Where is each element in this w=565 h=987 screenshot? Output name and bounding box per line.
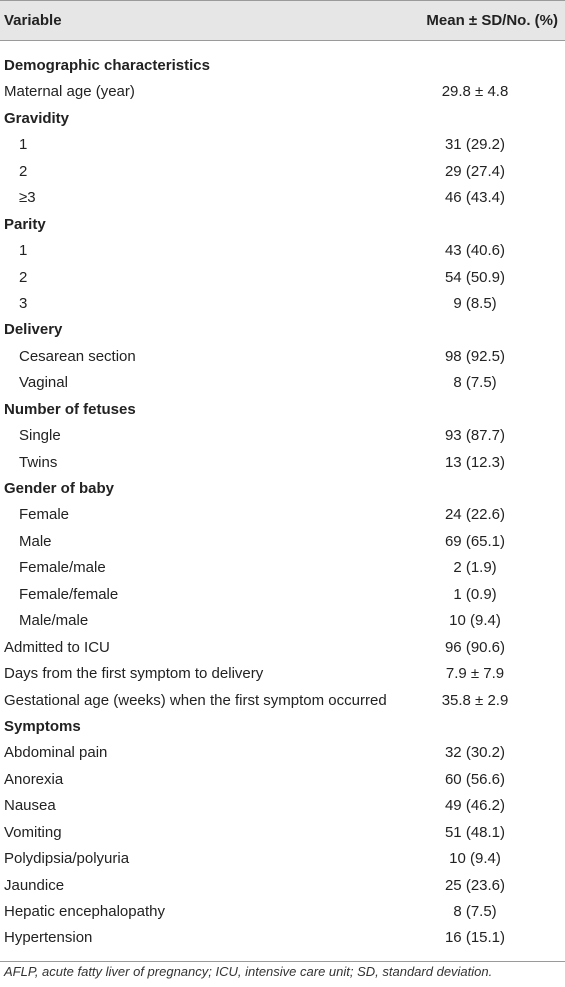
table-row — [0, 450, 565, 476]
row-value: 60 (56.6) — [444, 770, 506, 788]
section-heading: Delivery — [4, 321, 63, 339]
row-label: Abdominal pain — [4, 744, 108, 762]
table-body — [0, 41, 565, 952]
table-row — [0, 79, 565, 105]
table-row — [0, 423, 565, 449]
row-label: Polydipsia/polyuria — [4, 850, 130, 868]
row-value: 31 (29.2) — [444, 136, 506, 154]
table-row — [0, 370, 565, 396]
header-value: Mean ± SD/No. (%) — [426, 12, 558, 29]
table-row — [0, 688, 565, 714]
table-row — [0, 159, 565, 185]
table-row — [0, 291, 565, 317]
section-heading: Gravidity — [4, 109, 70, 127]
table-row — [0, 925, 565, 951]
table-row — [0, 608, 565, 634]
table-row — [0, 846, 565, 872]
table-row — [0, 185, 565, 211]
row-label: 2 — [19, 268, 28, 286]
row-label: Days from the first symptom to delivery — [4, 665, 264, 683]
row-label: 1 — [19, 242, 28, 260]
row-value: 32 (30.2) — [444, 744, 506, 762]
row-value: 24 (22.6) — [444, 506, 506, 524]
row-label: 1 — [19, 136, 28, 154]
section-heading: Demographic characteristics — [4, 57, 210, 74]
row-value: 54 (50.9) — [444, 268, 506, 286]
row-label: Maternal age (year) — [4, 83, 135, 101]
row-label: Female/female — [19, 585, 119, 603]
table-row — [0, 740, 565, 766]
row-label: Male — [19, 532, 52, 550]
row-value: 29.8 ± 4.8 — [441, 83, 509, 101]
row-value: 29 (27.4) — [444, 162, 506, 180]
row-value: 2 (1.9) — [453, 559, 497, 577]
row-label: Male/male — [19, 612, 89, 630]
table-row — [0, 899, 565, 925]
row-value: 98 (92.5) — [444, 347, 506, 365]
row-value: 10 (9.4) — [449, 612, 501, 630]
row-label: Vaginal — [19, 374, 68, 392]
table-row — [0, 238, 565, 264]
table-bottom-rule — [0, 961, 565, 962]
row-value: 8 (7.5) — [453, 374, 497, 392]
row-label: Gestational age (weeks) when the first symptom occurred — [4, 691, 387, 709]
row-value: 96 (90.6) — [444, 638, 506, 656]
section-row — [0, 106, 565, 132]
row-value: 16 (15.1) — [444, 929, 506, 947]
row-label: ≥3 — [19, 189, 36, 207]
row-label: Admitted to ICU — [4, 638, 110, 656]
table-row — [0, 793, 565, 819]
row-value: 13 (12.3) — [444, 453, 506, 471]
row-label: Female — [19, 506, 70, 524]
row-value: 93 (87.7) — [444, 427, 506, 445]
section-heading: Gender of baby — [4, 480, 115, 497]
section-heading: Number of fetuses — [4, 400, 136, 418]
row-value: 10 (9.4) — [449, 850, 501, 868]
section-row — [0, 714, 565, 740]
row-label: Jaundice — [4, 876, 65, 894]
row-label: Hepatic encephalopathy — [4, 903, 165, 920]
row-value: 69 (65.1) — [444, 532, 506, 550]
row-label: 2 — [19, 162, 28, 180]
row-label: Single — [19, 427, 61, 445]
row-value: 7.9 ± 7.9 — [445, 665, 505, 683]
row-value: 46 (43.4) — [444, 189, 506, 207]
section-row — [0, 212, 565, 238]
row-value: 25 (23.6) — [444, 876, 506, 894]
table-row — [0, 529, 565, 555]
row-value: 49 (46.2) — [444, 797, 506, 815]
row-label: Vomiting — [4, 823, 62, 841]
header-variable: Variable — [4, 12, 62, 29]
section-row — [0, 317, 565, 343]
table-header — [0, 0, 565, 41]
row-label: 3 — [19, 294, 28, 312]
table-row — [0, 132, 565, 158]
row-value: 35.8 ± 2.9 — [441, 691, 509, 709]
section-row — [0, 397, 565, 423]
row-value: 51 (48.1) — [444, 823, 506, 841]
row-value: 9 (8.5) — [453, 294, 497, 312]
row-label: Female/male — [19, 559, 106, 577]
table-footnote: AFLP, acute fatty liver of pregnancy; ICU, intensive care unit; SD, standard deviation. — [4, 964, 493, 979]
section-row — [0, 476, 565, 502]
row-label: Nausea — [4, 797, 56, 815]
table-row — [0, 820, 565, 846]
table-row — [0, 661, 565, 687]
row-label: Anorexia — [4, 770, 64, 788]
table-row — [0, 767, 565, 793]
section-heading: Parity — [4, 215, 46, 233]
table-row — [0, 502, 565, 528]
row-value: 43 (40.6) — [444, 242, 506, 260]
table-row — [0, 344, 565, 370]
row-label: Cesarean section — [19, 347, 136, 365]
row-value: 1 (0.9) — [453, 585, 497, 603]
table-row — [0, 555, 565, 581]
row-label: Hypertension — [4, 929, 93, 947]
section-row — [0, 53, 565, 79]
table-row — [0, 635, 565, 661]
table-row — [0, 265, 565, 291]
table-row — [0, 873, 565, 899]
row-value: 8 (7.5) — [453, 903, 497, 920]
row-label: Twins — [19, 453, 58, 471]
section-heading: Symptoms — [4, 717, 81, 735]
table-row — [0, 582, 565, 608]
